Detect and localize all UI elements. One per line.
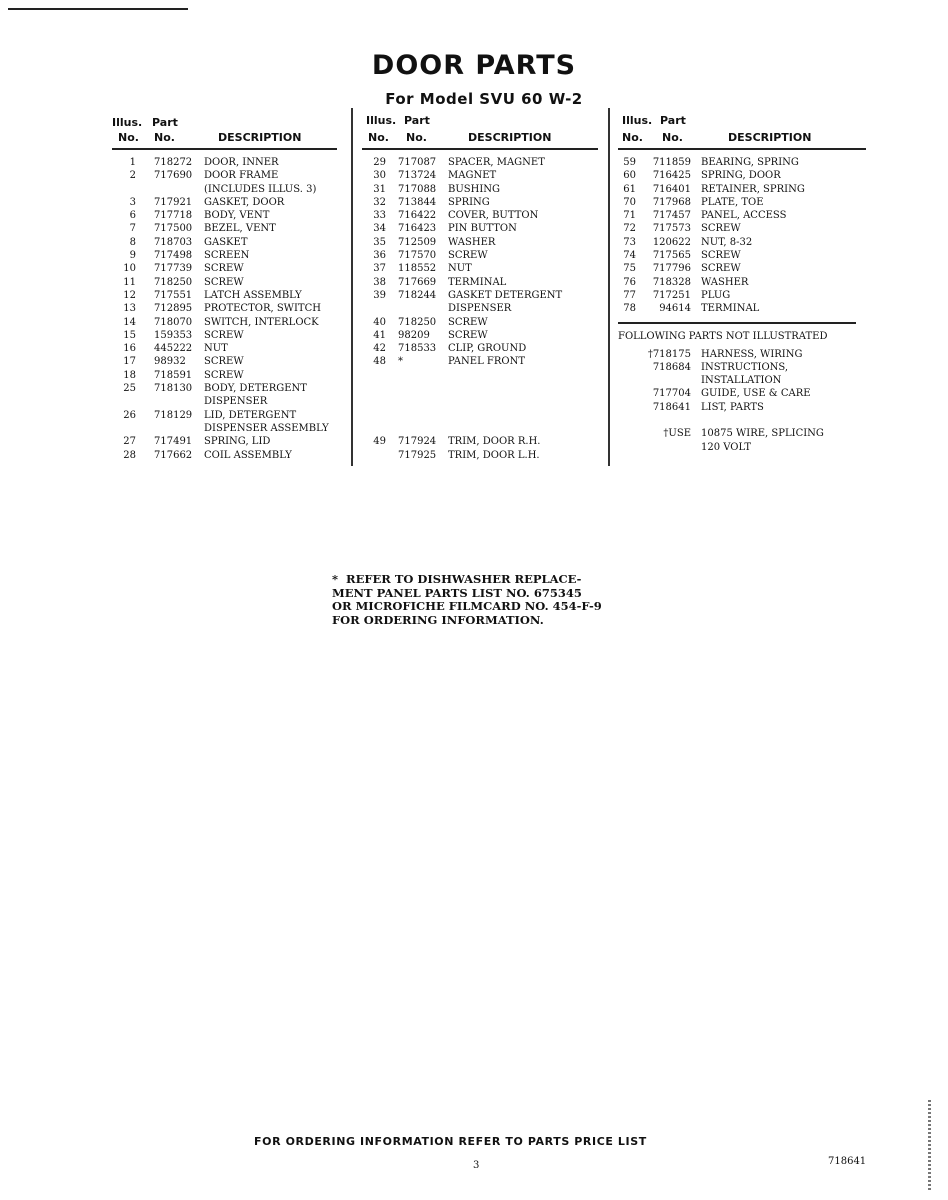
illus-number: 13 — [123, 303, 136, 315]
illus-number: 27 — [123, 436, 136, 448]
not-illustrated-list — [618, 346, 866, 454]
part-number: 718244 — [398, 289, 437, 301]
parts-column-3 — [618, 114, 866, 454]
illus-number: 17 — [123, 356, 136, 368]
illus-number: 2 — [129, 170, 136, 182]
part-description: SCREW — [701, 223, 741, 235]
header-illus: Illus. — [622, 114, 653, 127]
list-item — [112, 302, 337, 315]
illus-number: 11 — [123, 276, 136, 288]
part-number: * — [398, 356, 403, 368]
part-description: SPRING, LID — [204, 436, 271, 448]
part-description: GASKET — [204, 236, 248, 248]
part-description: DOOR, INNER — [204, 157, 279, 168]
illus-number: 29 — [373, 157, 386, 168]
illus-number: 76 — [623, 276, 636, 288]
list-item — [112, 355, 337, 368]
illus-number: 48 — [373, 356, 386, 368]
part-number: 94614 — [659, 303, 691, 315]
part-number: 717087 — [398, 157, 437, 168]
part-number: 717500 — [154, 223, 193, 235]
part-number: 718328 — [652, 276, 691, 288]
illus-number: 49 — [373, 436, 386, 448]
part-description: WASHER — [448, 236, 496, 248]
part-number: 98209 — [398, 329, 430, 341]
part-description: TERMINAL — [448, 276, 507, 288]
list-item — [112, 156, 337, 169]
header-part-no: No. — [406, 131, 427, 144]
part-description: LIST, PARTS — [701, 401, 764, 413]
illus-number: 73 — [623, 236, 636, 248]
part-description: DOOR FRAME — [204, 170, 279, 182]
list-item — [618, 209, 866, 222]
list-item — [618, 414, 866, 427]
list-item — [112, 249, 337, 262]
illus-number: 6 — [129, 210, 136, 222]
page-subtitle: For Model SVU 60 W-2 — [385, 90, 583, 108]
list-item — [112, 236, 337, 249]
part-number: 717739 — [154, 263, 193, 275]
list-item — [362, 222, 598, 235]
part-number: 717457 — [652, 210, 691, 222]
part-description: TRIM, DOOR R.H. — [448, 436, 541, 448]
list-item — [618, 249, 866, 262]
part-description: COVER, BUTTON — [448, 210, 539, 222]
illus-number: 37 — [373, 263, 386, 275]
part-number: 120622 — [652, 236, 691, 248]
illus-number: 77 — [623, 289, 636, 301]
illus-number: 26 — [123, 409, 136, 421]
list-item — [112, 422, 337, 435]
part-number: 717669 — [398, 276, 437, 288]
list-item — [618, 387, 866, 400]
illus-number: 31 — [373, 183, 386, 195]
illus-number: 30 — [373, 170, 386, 182]
part-description: SCREW — [448, 329, 488, 341]
illus-number: 8 — [129, 236, 136, 248]
part-description: GASKET, DOOR — [204, 196, 285, 208]
part-description: SPRING, DOOR — [701, 170, 781, 182]
list-item — [362, 422, 598, 435]
part-description: INSTALLATION — [701, 375, 782, 387]
part-description: BODY, DETERGENT — [204, 383, 307, 395]
parts-column-1 — [112, 114, 337, 462]
illus-number: 18 — [123, 369, 136, 381]
illus-number: 42 — [373, 343, 386, 355]
list-item — [112, 276, 337, 289]
part-number: 718703 — [154, 236, 193, 248]
part-number: 718250 — [398, 316, 437, 328]
list-item — [618, 427, 866, 440]
list-item — [362, 262, 598, 275]
top-left-rule — [8, 8, 188, 10]
part-number: 718533 — [398, 343, 437, 355]
part-number: 712895 — [154, 303, 193, 315]
list-item — [112, 209, 337, 222]
list-item — [362, 435, 598, 448]
illus-number: 61 — [623, 183, 636, 195]
part-number: 717690 — [154, 170, 193, 182]
part-description: SCREW — [448, 250, 488, 262]
list-item — [362, 209, 598, 222]
list-item — [112, 183, 337, 196]
illus-number: 40 — [373, 316, 386, 328]
part-description: CLIP, GROUND — [448, 343, 527, 355]
part-number: 718684 — [652, 361, 691, 373]
header-part-no: No. — [154, 131, 175, 144]
header-description: DESCRIPTION — [728, 131, 812, 144]
part-number: 716425 — [652, 170, 691, 182]
list-item — [112, 409, 337, 422]
part-description: SWITCH, INTERLOCK — [204, 316, 319, 328]
illus-number: 25 — [123, 383, 136, 395]
illus-number: 10 — [123, 263, 136, 275]
list-item — [618, 262, 866, 275]
part-description: PANEL, ACCESS — [701, 210, 787, 222]
page-title: DOOR PARTS — [371, 50, 577, 81]
part-description: NUT — [448, 263, 472, 275]
list-item — [112, 196, 337, 209]
illus-number: 12 — [123, 289, 136, 301]
list-item — [362, 329, 598, 342]
list-item — [362, 183, 598, 196]
list-item — [362, 342, 598, 355]
part-description: DISPENSER — [204, 396, 268, 408]
part-description: SPRING — [448, 196, 490, 208]
part-number: 717662 — [154, 449, 193, 461]
part-number: 98932 — [154, 356, 186, 368]
panel-ordering-note: * REFER TO DISHWASHER REPLACE- MENT PANEL PARTS LIST NO. 675345 OR MICROFICHE FILMCARD NO. 454-F-9 FOR ORDERING INFORMATION. — [332, 572, 602, 627]
illus-number: 38 — [373, 276, 386, 288]
part-description: PLATE, TOE — [701, 196, 764, 208]
part-number: 717925 — [398, 449, 437, 461]
list-item — [362, 382, 598, 395]
list-item — [362, 316, 598, 329]
part-description: SPACER, MAGNET — [448, 157, 545, 168]
header-description: DESCRIPTION — [218, 131, 302, 144]
list-item — [112, 289, 337, 302]
parts-list — [618, 150, 866, 316]
list-item — [112, 169, 337, 182]
part-description: PANEL FRONT — [448, 356, 525, 368]
part-description: (INCLUDES ILLUS. 3) — [204, 183, 317, 195]
list-item — [112, 449, 337, 462]
list-item — [618, 441, 866, 454]
illus-number: 72 — [623, 223, 636, 235]
header-illus: Illus. — [366, 114, 397, 127]
column-header — [618, 114, 866, 150]
part-number: 717491 — [154, 436, 193, 448]
illus-number: 15 — [123, 329, 136, 341]
section-rule — [618, 322, 856, 324]
part-description: BODY, VENT — [204, 210, 270, 222]
document-number: 718641 — [828, 1156, 867, 1167]
list-item — [362, 276, 598, 289]
list-item — [362, 302, 598, 315]
part-number: 159353 — [154, 329, 193, 341]
illus-number: 16 — [123, 343, 136, 355]
part-number: 717251 — [652, 289, 691, 301]
header-part: Part — [660, 114, 686, 127]
part-number: †USE — [663, 428, 691, 440]
illus-number: 78 — [623, 303, 636, 315]
part-description: NUT — [204, 343, 228, 355]
list-item — [112, 316, 337, 329]
illus-number: 34 — [373, 223, 386, 235]
part-description: SCREW — [701, 263, 741, 275]
part-number: 717704 — [652, 388, 691, 400]
part-number: 711859 — [652, 157, 691, 168]
part-number: 118552 — [398, 263, 437, 275]
illus-number: 71 — [623, 210, 636, 222]
header-part: Part — [152, 116, 178, 129]
parts-column-2 — [362, 114, 598, 462]
illus-number: 14 — [123, 316, 136, 328]
part-description: SCREW — [204, 263, 244, 275]
part-number: 718070 — [154, 316, 193, 328]
list-item — [618, 401, 866, 414]
illus-number: 59 — [623, 157, 636, 168]
part-number: 716401 — [652, 183, 691, 195]
part-description: SCREW — [204, 356, 244, 368]
list-item — [362, 449, 598, 462]
list-item — [112, 262, 337, 275]
list-item — [112, 222, 337, 235]
illus-number: 74 — [623, 250, 636, 262]
part-number: 718641 — [652, 401, 691, 413]
illus-number: 35 — [373, 236, 386, 248]
list-item — [112, 369, 337, 382]
part-number: 713724 — [398, 170, 437, 182]
column-header — [112, 114, 337, 150]
part-description: WASHER — [701, 276, 749, 288]
list-item — [362, 289, 598, 302]
part-description: TRIM, DOOR L.H. — [448, 449, 540, 461]
part-description: PROTECTOR, SWITCH — [204, 303, 321, 315]
part-number: 717968 — [652, 196, 691, 208]
part-description: TERMINAL — [701, 303, 760, 315]
header-part: Part — [404, 114, 430, 127]
part-description: BEARING, SPRING — [701, 157, 799, 168]
part-number: 716423 — [398, 223, 437, 235]
part-description: SCREW — [448, 316, 488, 328]
list-item — [112, 329, 337, 342]
part-number: 717088 — [398, 183, 437, 195]
part-description: SCREW — [204, 329, 244, 341]
list-item — [362, 395, 598, 408]
illus-number: 60 — [623, 170, 636, 182]
part-number: 718130 — [154, 383, 193, 395]
list-item — [362, 249, 598, 262]
part-number: 716422 — [398, 210, 437, 222]
list-item — [618, 196, 866, 209]
part-description: BEZEL, VENT — [204, 223, 276, 235]
part-number: 717551 — [154, 289, 193, 301]
list-item — [112, 342, 337, 355]
part-number: 718591 — [154, 369, 193, 381]
list-item — [362, 236, 598, 249]
part-description: SCREW — [204, 276, 244, 288]
list-item — [112, 382, 337, 395]
list-item — [618, 374, 866, 387]
illus-number: 70 — [623, 196, 636, 208]
part-description: GASKET DETERGENT — [448, 289, 563, 301]
header-no: No. — [368, 131, 389, 144]
list-item — [112, 395, 337, 408]
part-number: 717921 — [154, 196, 193, 208]
part-description: RETAINER, SPRING — [701, 183, 805, 195]
part-number: 717718 — [154, 210, 193, 222]
page-number: 3 — [473, 1160, 480, 1171]
part-description: 10875 WIRE, SPLICING — [701, 428, 824, 440]
part-number: †718175 — [647, 348, 691, 360]
part-number: 712509 — [398, 236, 437, 248]
list-item — [362, 355, 598, 368]
ordering-footer: FOR ORDERING INFORMATION REFER TO PARTS PRICE LIST — [254, 1135, 647, 1148]
part-description: SCREEN — [204, 250, 250, 262]
part-number: 718129 — [154, 409, 193, 421]
illus-number: 28 — [123, 449, 136, 461]
part-number: 717573 — [652, 223, 691, 235]
list-item — [618, 276, 866, 289]
part-number: 717570 — [398, 250, 437, 262]
part-description: COIL ASSEMBLY — [204, 449, 292, 461]
part-description: SCREW — [204, 369, 244, 381]
part-description: 120 VOLT — [701, 441, 752, 453]
part-description: PIN BUTTON — [448, 223, 517, 235]
column-divider-1 — [351, 108, 353, 466]
part-description: DISPENSER ASSEMBLY — [204, 422, 329, 434]
list-item — [618, 289, 866, 302]
list-item — [618, 183, 866, 196]
part-number: 717796 — [652, 263, 691, 275]
parts-list — [362, 150, 598, 462]
illus-number: 39 — [373, 289, 386, 301]
header-part-no: No. — [662, 131, 683, 144]
list-item — [362, 169, 598, 182]
column-header — [362, 114, 598, 150]
scan-edge-mark — [928, 1100, 931, 1190]
part-description: LID, DETERGENT — [204, 409, 297, 421]
part-description: MAGNET — [448, 170, 497, 182]
part-number: 718272 — [154, 157, 193, 168]
part-description: PLUG — [701, 289, 731, 301]
part-number: 717565 — [652, 250, 691, 262]
illus-number: 36 — [373, 250, 386, 262]
illus-number: 1 — [129, 157, 136, 168]
part-description: BUSHING — [448, 183, 501, 195]
not-illustrated-header: FOLLOWING PARTS NOT ILLUSTRATED — [618, 330, 828, 342]
part-number: 718250 — [154, 276, 193, 288]
part-description: GUIDE, USE & CARE — [701, 388, 811, 400]
part-number: 445222 — [154, 343, 193, 355]
list-item — [112, 435, 337, 448]
part-description: HARNESS, WIRING — [701, 348, 803, 360]
parts-list — [112, 150, 337, 462]
list-item — [618, 236, 866, 249]
list-item — [618, 169, 866, 182]
illus-number: 9 — [129, 250, 136, 262]
illus-number: 33 — [373, 210, 386, 222]
list-item — [362, 196, 598, 209]
list-item — [618, 156, 866, 169]
header-illus: Illus. — [112, 116, 143, 129]
list-item — [362, 369, 598, 382]
list-item — [618, 302, 866, 315]
list-item — [618, 222, 866, 235]
part-number: 717498 — [154, 250, 193, 262]
illus-number: 32 — [373, 196, 386, 208]
list-item — [618, 361, 866, 374]
header-no: No. — [622, 131, 643, 144]
part-description: SCREW — [701, 250, 741, 262]
illus-number: 7 — [129, 223, 136, 235]
part-description: INSTRUCTIONS, — [701, 361, 789, 373]
list-item — [618, 348, 866, 361]
illus-number: 3 — [129, 196, 136, 208]
header-no: No. — [118, 131, 139, 144]
part-number: 713844 — [398, 196, 437, 208]
list-item — [362, 156, 598, 169]
header-description: DESCRIPTION — [468, 131, 552, 144]
part-description: DISPENSER — [448, 303, 512, 315]
part-number: 717924 — [398, 436, 437, 448]
part-description: NUT, 8-32 — [701, 236, 753, 248]
part-description: LATCH ASSEMBLY — [204, 289, 302, 301]
illus-number: 41 — [373, 329, 386, 341]
list-item — [362, 409, 598, 422]
illus-number: 75 — [623, 263, 636, 275]
column-divider-2 — [608, 108, 610, 466]
